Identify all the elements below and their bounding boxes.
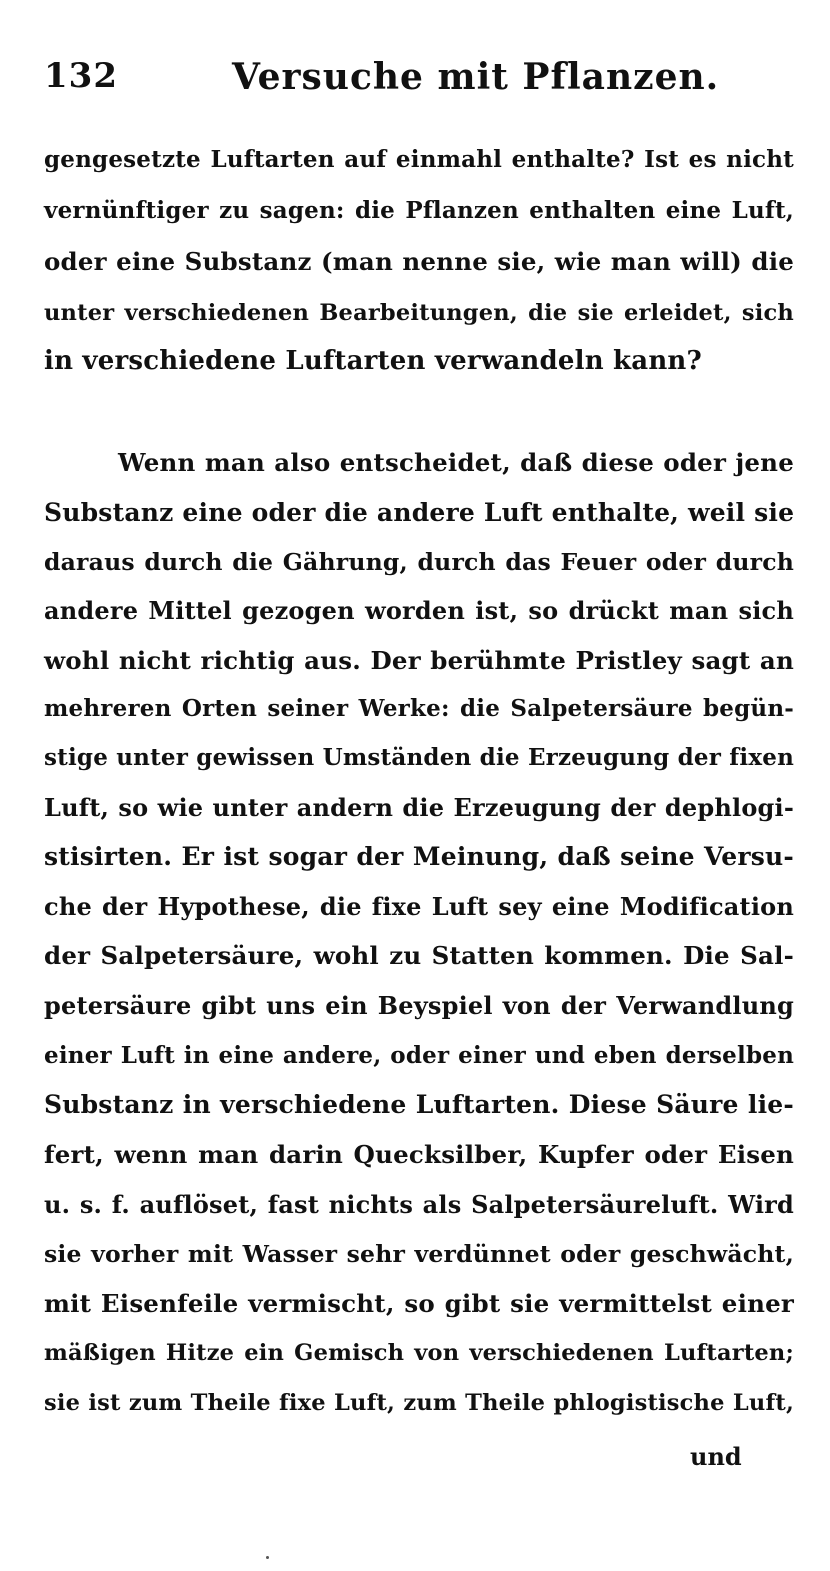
text-line: andere Mittel gezogen worden ist, so drückt man sich <box>44 596 794 625</box>
text-line: daraus durch die Gährung, durch das Feuer oder durch <box>44 548 794 576</box>
text-line: stisirten. Er ist sogar der Meinung, daß seine Versu- <box>44 842 794 871</box>
text-line: in verschiedene Luftarten verwandeln kann? <box>44 346 702 376</box>
text-line: sie ist zum Theile fixe Luft, zum Theile phlogistische Luft, <box>44 1390 794 1416</box>
text-line: wohl nicht richtig aus. Der berühmte Pristley sagt an <box>44 646 794 675</box>
text-line: Luft, so wie unter andern die Erzeugung der dephlogi- <box>44 793 794 822</box>
text-line: fert, wenn man darin Quecksilber, Kupfer oder Eisen <box>44 1140 794 1169</box>
catchword: und <box>690 1442 742 1471</box>
text-line: che der Hypothese, die fixe Luft sey eine Modification <box>44 892 794 921</box>
text-line: einer Luft in eine andere, oder einer und eben derselben <box>44 1042 794 1069</box>
text-line: Substanz in verschiedene Luftarten. Diese Säure lie- <box>44 1090 794 1119</box>
text-line: mäßigen Hitze ein Gemisch von verschiedenen Luftarten; <box>44 1340 794 1366</box>
text-line: mit Eisenfeile vermischt, so gibt sie vermittelst einer <box>44 1289 794 1318</box>
text-line: der Salpetersäure, wohl zu Statten kommen. Die Sal- <box>44 941 794 970</box>
text-line: mehreren Orten seiner Werke: die Salpetersäure begün- <box>44 695 794 722</box>
page-number: 132 <box>44 56 118 96</box>
text-line: gengesetzte Luftarten auf einmahl enthalte? Ist es nicht <box>44 146 794 173</box>
paper-speck <box>266 1556 269 1559</box>
text-line: Substanz eine oder die andere Luft enthalte, weil sie <box>44 498 795 527</box>
text-line: unter verschiedenen Bearbeitungen, die sie erleidet, sich <box>44 300 794 326</box>
text-line: oder eine Substanz (man nenne sie, wie man will) die <box>44 247 794 276</box>
text-line: sie vorher mit Wasser sehr verdünnet oder geschwächt, <box>44 1240 794 1268</box>
text-line: u. s. f. auflöset, fast nichts als Salpetersäureluft. Wird <box>44 1190 794 1219</box>
text-line: Wenn man also entscheidet, daß diese oder jene <box>118 448 794 477</box>
text-line: vernünftiger zu sagen: die Pflanzen enthalten eine Luft, <box>44 197 794 224</box>
running-title: Versuche mit Pflanzen. <box>232 56 720 98</box>
page-header <box>44 56 804 106</box>
text-line: stige unter gewissen Umständen die Erzeugung der fixen <box>44 744 794 771</box>
text-line: petersäure gibt uns ein Beyspiel von der Verwandlung <box>44 991 794 1020</box>
